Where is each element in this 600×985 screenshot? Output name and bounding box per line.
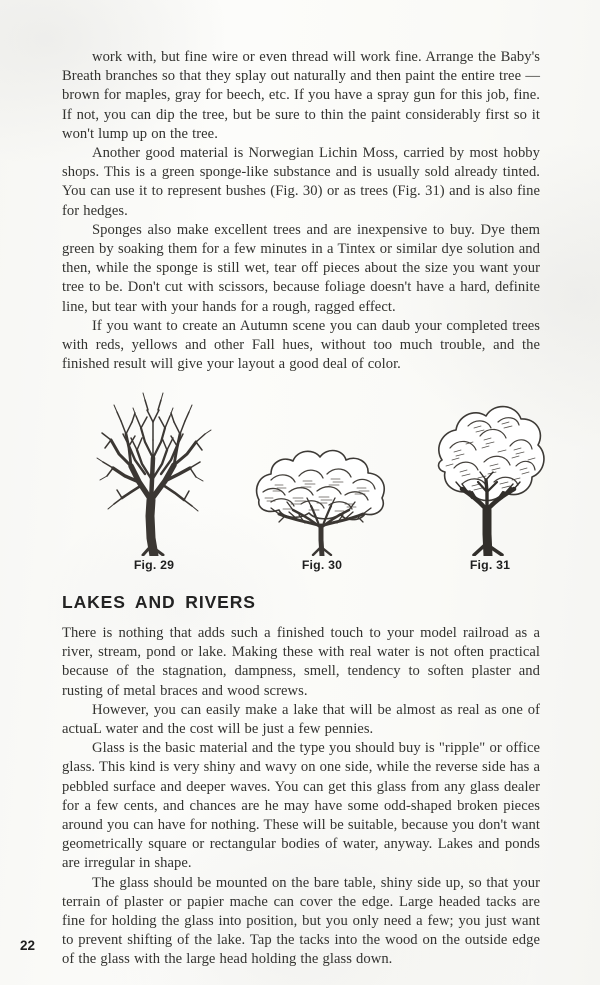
moss-bush-illustration xyxy=(249,388,395,556)
foliage-tree-illustration xyxy=(428,388,552,556)
lakes-text-block xyxy=(62,624,540,970)
paragraph: There is nothing that adds such a finished touch to your model railroad as a river, stream, pond or lake. Making these with real water is not often practical because of the stagnation, dampness, smell, tendency to soften plaster and rusting of metal braces and wood screws. xyxy=(62,625,540,699)
top-text-block xyxy=(62,48,540,374)
figure-row xyxy=(62,372,540,572)
paragraph: work with, but fine wire or even thread will work fine. Arrange the Baby's Breath branches so that they splay out naturally and then paint the entire tree — brown for maples, gray for beech, etc. If you have a spray gun for this job, fine. If not, you can dip the tree, but be sure to thin the paint considerably first so it won't lump up on the tree. xyxy=(62,49,540,142)
figure-30 xyxy=(242,388,402,572)
figure-31 xyxy=(410,388,570,572)
paragraph: If you want to create an Autumn scene you can daub your completed trees with reds, yellows and other Fall hues, without too much trouble, and the finished result will give your layout a good deal of color. xyxy=(62,317,540,373)
figure-caption: Fig. 30 xyxy=(301,558,343,572)
paragraph: However, you can easily make a lake that will be almost as real as one of actuaL water and the cost will be just a few pennies. xyxy=(62,701,540,738)
paragraph: Glass is the basic material and the type you should buy is "ripple" or office glass. This kind is very shiny and wavy on one side, while the reverse side has a pebbled surface and deeper waves. You can get this glass from any glass dealer for a few cents, and chances are he may have some odd-shaped broken pieces around you can have for nothing. These will be suitable, because you don't want geometrically square or rectangular bodies of water, anyway. Lakes and ponds are irregular in shape. xyxy=(62,740,540,872)
paragraph: Sponges also make excellent trees and are inexpensive to buy. Dye them green by soaking them for a few minutes in a Tintex or similar dye solution and then, while the sponge is still wet, tear off pieces about the size you want your tree to be. Don't cut with scissors, because foliage doesn't have a hard, definite line, but tear with your hands for a rough, ragged effect. xyxy=(62,221,540,315)
figure-caption: Fig. 29 xyxy=(133,558,175,572)
section-heading: LAKES AND RIVERS xyxy=(62,592,256,612)
paragraph: The glass should be mounted on the bare table, shiny side up, so that your terrain of plaster or papier mache can cover the edge. Large headed tacks are fine for holding the glass into position, but you only need a few; you just want to prevent shifting of the lake. Tap the tacks into the wood on the outside edge of the glass with the large head holding the glass down. xyxy=(62,874,540,968)
paragraph: Another good material is Norwegian Lichin Moss, carried by most hobby shops. This is a green sponge-like substance and is usually sold already tinted. You can use it to represent bushes (Fig. 30) or as trees (Fig. 31) and is also fine for hedges. xyxy=(62,145,540,219)
figure-caption: Fig. 31 xyxy=(469,558,511,572)
page-number: 22 xyxy=(20,938,36,953)
bare-tree-illustration xyxy=(95,388,213,556)
figure-29 xyxy=(74,388,234,572)
